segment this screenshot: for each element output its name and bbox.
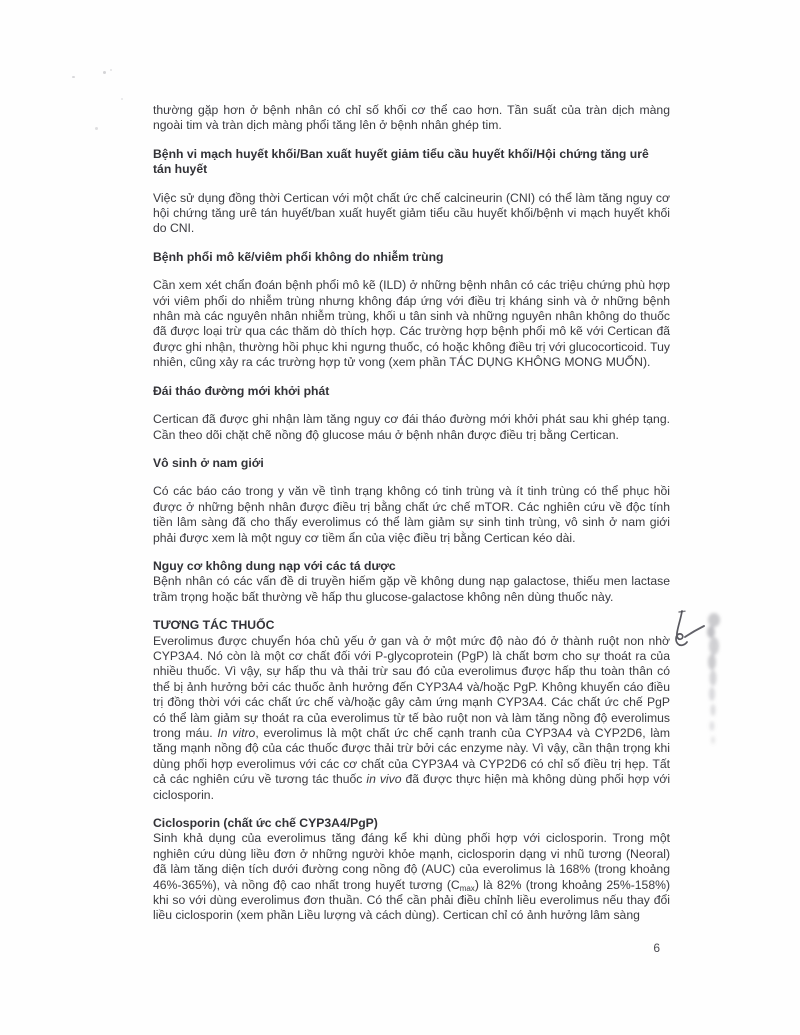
document-text-column — [153, 103, 670, 956]
text-run: Sinh khả dụng của everolimus tăng đáng kể khi dùng phối hợp với ciclosporin. Trong một nghiên cứu dùng liều đơn ở những người khỏe mạnh, ciclosporin dạng vi nhũ tương (Neoral) đã làm tăng diện tích dưới đường cong nồng độ (AUC) của everolimus là 168% (trong khoảng 46%-365%), và nồng độ cao nhất trong huyết tương (C — [153, 831, 670, 892]
scan-speck — [95, 127, 98, 130]
text-run: Đái tháo đường mới khởi phát — [153, 383, 330, 398]
text-run: Nguy cơ không dung nạp với các tá dược — [153, 558, 396, 573]
text-run: Bệnh nhân có các vấn đề di truyền hiếm gặp về không dung nạp galactose, thiếu men lactase trầm trọng hoặc bất thường về hấp thu glucose-galactose không nên dùng thuốc này. — [153, 574, 670, 604]
text-run: ) là 82% (trong khoảng 25%-158%) khi so với dùng everolimus đơn thuần. Có thể cần phải điều chỉnh liều everolimus nếu thay đổi liều ciclosporin (xem phần Liều lượng và cách dùng). Certican chỉ có ảnh hưởng lâm sàng — [153, 877, 671, 923]
text-run: Everolimus được chuyển hóa chủ yếu ở gan và ở một mức độ nào đó ở thành ruột non nhờ CYP3A4. Nó còn là một cơ chất đối với P-glycoprotein (PgP) là chất bơm cho sự thoát ra của nhiều thuốc. Vì vậy, sự hấp thu và thải trừ sau đó của everolimus được hấp thu toàn thân có thể bị ảnh hưởng bởi các thuốc ảnh hưởng đến CYP3A4 và/hoặc PgP. Không khuyến cáo điều trị đồng thời với các chất ức chế và/hoặc gây cảm ứng mạnh CYP3A4. Các chất ức chế PgP có thể làm giảm sự thoát ra của everolimus từ tế bào ruột non và làm tăng nồng độ everolimus trong máu. — [153, 633, 670, 740]
section-heading — [153, 618, 670, 633]
text-run: in vivo — [366, 772, 402, 787]
text-run: Cần xem xét chẩn đoán bệnh phổi mô kẽ (ILD) ở những bệnh nhân có các triệu chứng phù hợp với viêm phổi do nhiễm trùng nhưng không đáp ứng với điều trị kháng sinh và ở những bệnh nhân mà các nguyên nhân nhiễm trùng, khối u tân sinh và những nguyên nhân không do thuốc đã được loại trừ qua các thăm dò thích hợp. Các trường hợp bệnh phổi mô kẽ với Certican đã được ghi nhận, thường hồi phục khi ngưng thuốc, có hoặc không điều trị với glucocorticoid. Tuy nhiên, cũng xảy ra các trường hợp tử vong (xem phần TÁC DỤNG KHÔNG MONG MUỐN). — [153, 278, 670, 370]
text-run: In vitro — [217, 726, 256, 740]
text-run: Bệnh vi mạch huyết khối/Ban xuất huyết giảm tiểu cầu huyết khối/Hội chứng tăng urê tán huyết — [153, 146, 649, 177]
page-number: 6 — [653, 940, 660, 955]
body-paragraph — [153, 412, 670, 443]
text-run: , everolimus là một chất ức chế cạnh tranh của CYP3A4 và CYP2D6, làm tăng mạnh nồng độ của các thuốc được thải trừ bởi các enzyme này. Vì vậy, cần thận trọng khi dùng phối hợp everolimus với các cơ chất của CYP3A4 và CYP2D6 có chỉ số điều trị hẹp. Tất cả các nghiên cứu về tương tác thuốc — [153, 726, 670, 787]
text-run: Ciclosporin (chất ức chế CYP3A4/PgP) — [153, 816, 378, 831]
scan-speck — [121, 98, 123, 100]
pen-mark-icon — [666, 608, 714, 675]
body-paragraph — [153, 634, 670, 803]
body-paragraph — [153, 484, 670, 546]
section-heading — [153, 384, 670, 399]
text-run: thường gặp hơn ở bệnh nhân có chỉ số khối cơ thể cao hơn. Tần suất của tràn dịch màng ngoài tim và tràn dịch màng phổi tăng lên ở bệnh nhân ghép tim. — [153, 103, 670, 133]
text-run: Có các báo cáo trong y văn về tình trạng không có tinh trùng và ít tinh trùng có thể phục hồi được ở những bệnh nhân được điều trị bằng chất ức chế mTOR. Các nghiên cứu về độc tính tiền lâm sàng đã cho thấy everolimus có thể làm giảm sự sinh tinh trùng, vô sinh ở nam giới phải được xem là một nguy cơ tiềm ẩn của việc điều trị bằng Certican kéo dài. — [153, 484, 670, 545]
scan-speck — [110, 69, 112, 71]
text-run: Vô sinh ở nam giới — [153, 455, 264, 470]
section-heading — [153, 456, 670, 471]
text-run: TƯƠNG TÁC THUỐC — [153, 618, 275, 633]
section-heading — [153, 250, 670, 265]
sections-container — [153, 103, 670, 924]
text-run: max — [459, 883, 475, 893]
scan-speck — [103, 71, 106, 74]
text-run: Bệnh phổi mô kẽ/viêm phổi không do nhiễm trùng — [153, 249, 444, 264]
text-run: Việc sử dụng đồng thời Certican với một chất ức chế calcineurin (CNI) có thể làm tăng nguy cơ hội chứng tăng urê tán huyết/ban xuất huyết giảm tiểu cầu huyết khối/bệnh vi mạch huyết khối do CNI. — [153, 190, 670, 236]
body-paragraph — [153, 831, 670, 923]
body-paragraph — [153, 278, 670, 370]
section-heading — [153, 147, 670, 178]
scan-smudge — [698, 610, 728, 760]
text-run: Certican đã được ghi nhận làm tăng nguy cơ đái tháo đường mới khởi phát sau khi ghép tạng. Cần theo dõi chặt chẽ nồng độ glucose máu ở bệnh nhân được điều trị bằng Certican. — [153, 412, 670, 442]
text-run: đã được thực hiện mà không dùng phối hợp với ciclosporin. — [153, 772, 671, 802]
scan-speck — [72, 76, 75, 78]
section-heading — [153, 559, 670, 574]
body-paragraph — [153, 574, 670, 605]
body-paragraph — [153, 191, 670, 237]
body-paragraph — [153, 103, 670, 134]
section-heading — [153, 816, 670, 831]
